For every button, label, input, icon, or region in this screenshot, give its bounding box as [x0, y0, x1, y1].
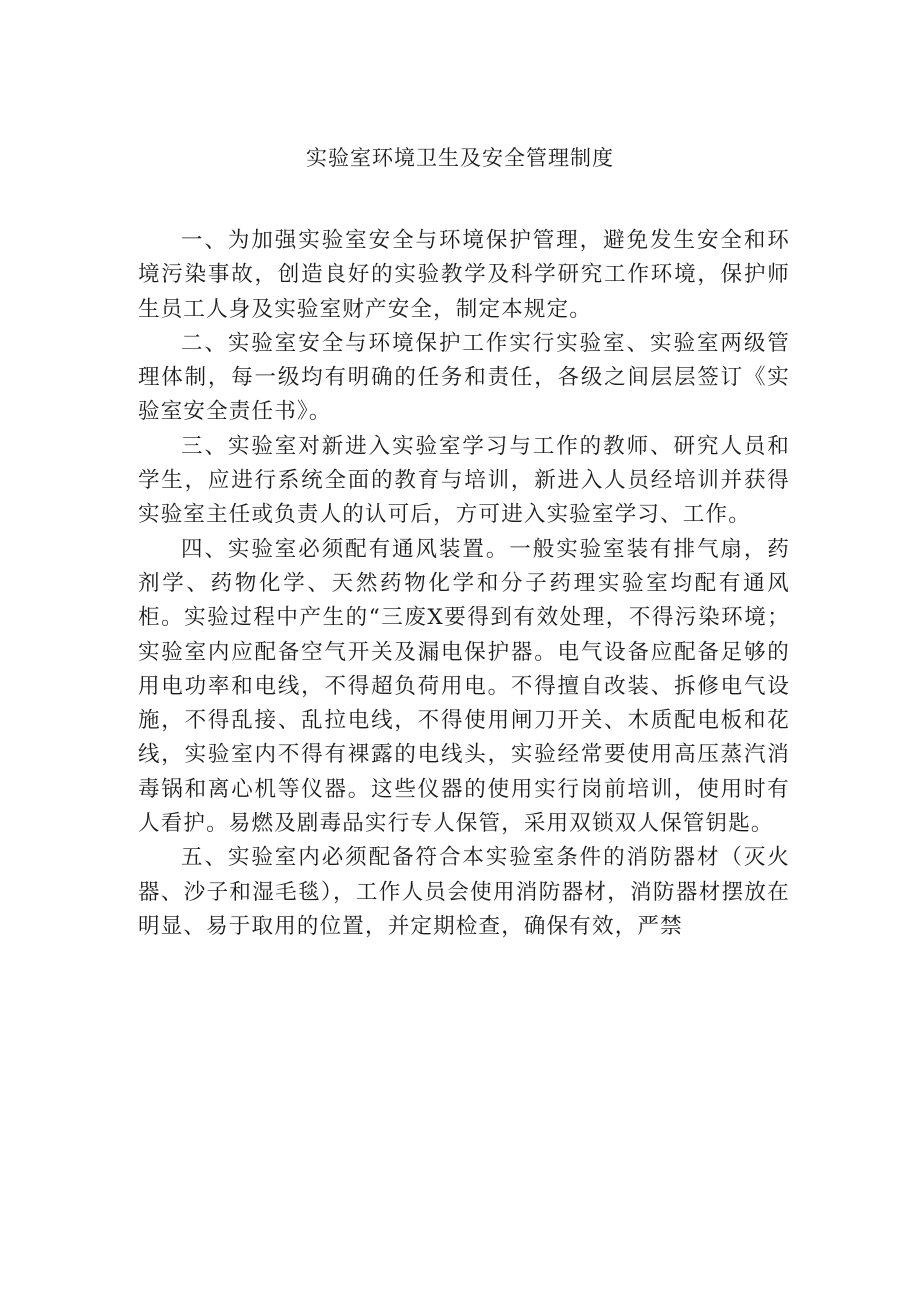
paragraph-4: 四、实验室必须配有通风装置。一般实验室装有排气扇，药剂学、药物化学、天然药物化学和分子药理实验室均配有通风柜。实验过程中产生的“三废X要得到有效处理，不得污染环境；实验室内应配备空气开关及漏电保护器。电气设备应配备足够的用电功率和电线，不得超负荷用电。不得擅自改装、拆修电气设施，不得乱接、乱拉电线，不得使用闸刀开关、木质配电板和花线，实验室内不得有裸露的电线头，实验经常要使用高压蒸汽消毒锅和离心机等仪器。这些仪器的使用实行岗前培训，使用时有人看护。易燃及剧毒品实行专人保管，采用双锁双人保管钥匙。 [138, 536, 790, 837]
document-title: 实验室环境卫生及安全管理制度 [306, 146, 614, 170]
paragraph-5: 五、实验室内必须配备符合本实验室条件的消防器材（灭火器、沙子和湿毛毯），工作人员会使用消防器材，消防器材摆放在明显、易于取用的位置，并定期检查，确保有效，严禁 [138, 845, 790, 939]
paragraph-3: 三、实验室对新进入实验室学习与工作的教师、研究人员和学生，应进行系统全面的教育与培训，新进入人员经培训并获得实验室主任或负责人的认可后，方可进入实验室学习、工作。 [138, 433, 790, 528]
paragraph-1: 一、为加强实验室安全与环境保护管理，避免发生安全和环境污染事故，创造良好的实验教学及科学研究工作环境，保护师生员工人身及实验室财产安全，制定本规定。 [138, 228, 790, 322]
paragraph-2: 二、实验室安全与环境保护工作实行实验室、实验室两级管理体制，每一级均有明确的任务和责任，各级之间层层签订《实验室安全责任书》。 [138, 330, 790, 425]
document-body [138, 224, 790, 944]
